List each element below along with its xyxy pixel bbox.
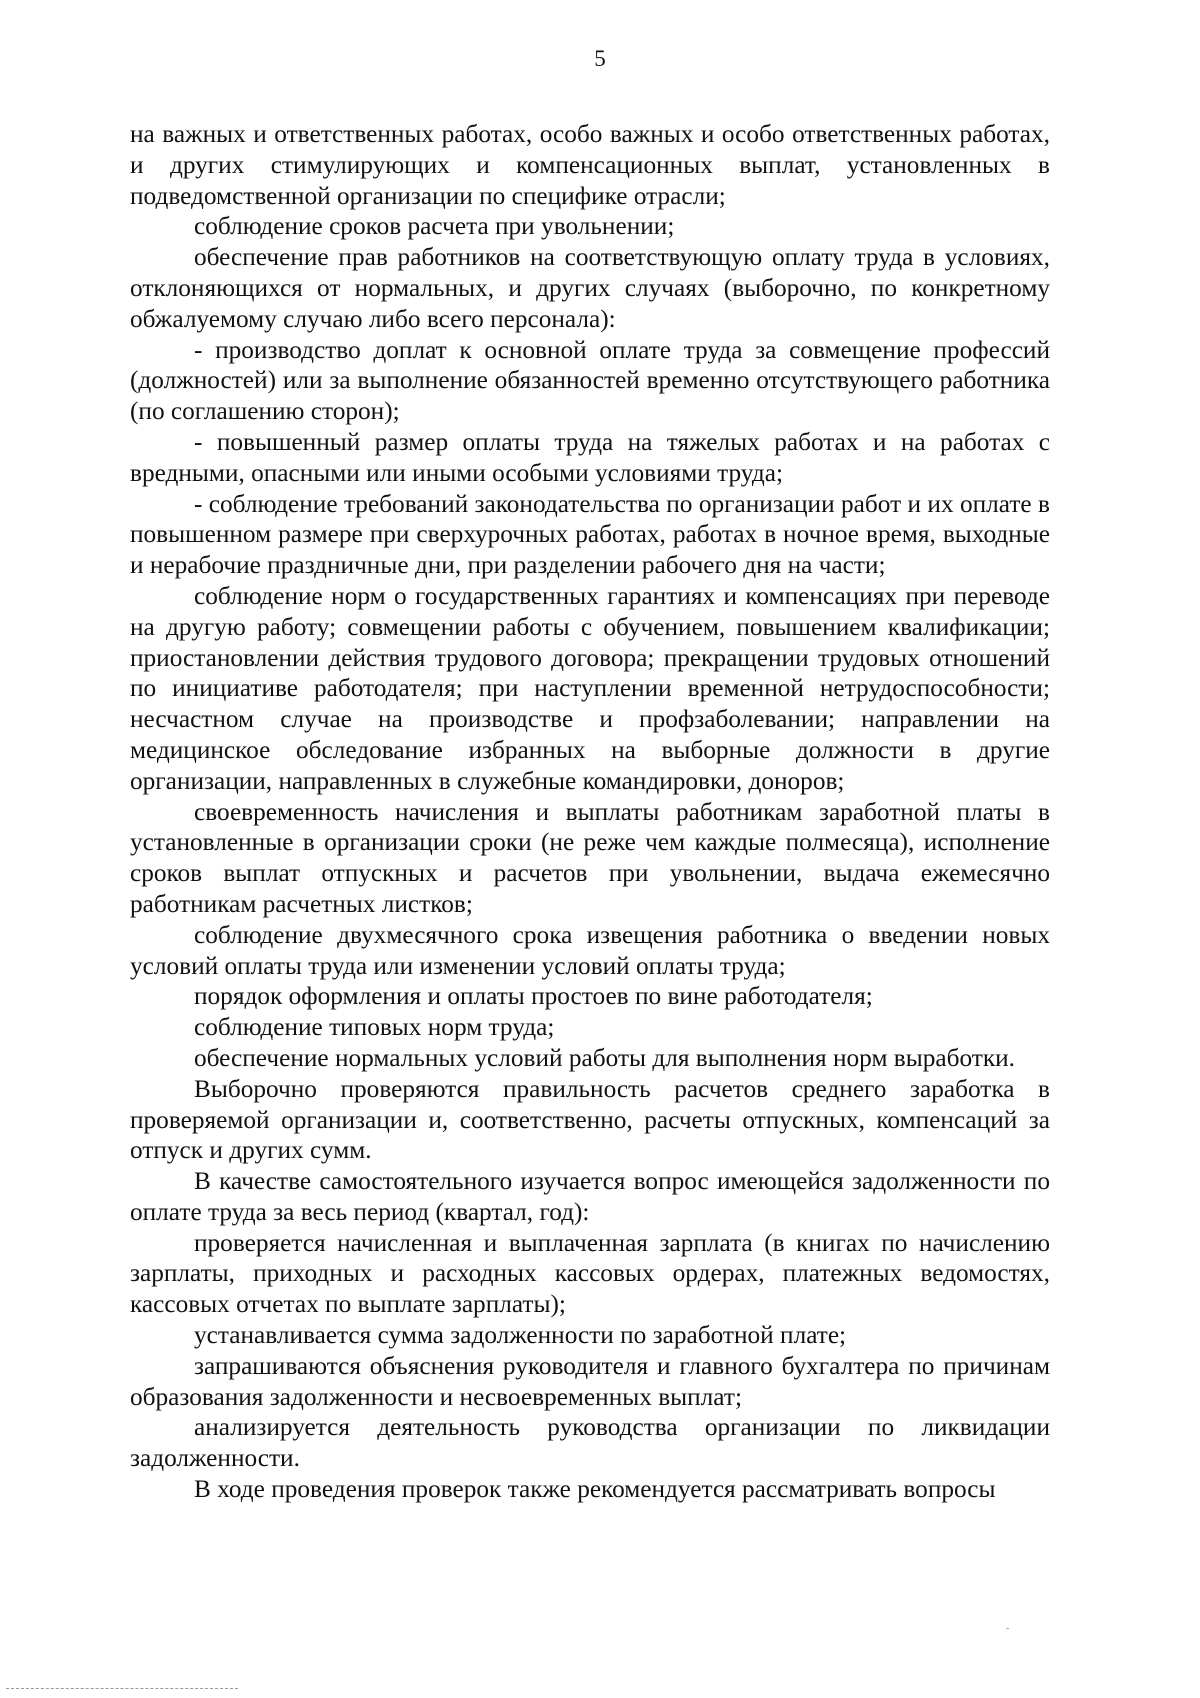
paragraph: - соблюдение требований законодательства по организации работ и их оплате в повышенном размере при сверхурочных работах, работах в ночное время, выходные и нерабочие праздничные дни, при разделении рабочего дня на части; bbox=[130, 489, 1050, 580]
paragraph: устанавливается сумма задолженности по заработной плате; bbox=[194, 1321, 847, 1350]
paragraph: обеспечение прав работников на соответствующую оплату труда в условиях, отклоняющихся от нормальных, и других случаях (выборочно, по конкретному обжалуемому случаю либо всего персонала): bbox=[130, 243, 1050, 333]
paragraph: обеспечение нормальных условий работы для выполнения норм выработки. bbox=[194, 1043, 1015, 1072]
paragraph: порядок оформления и оплаты простоев по вине работодателя; bbox=[194, 982, 873, 1011]
paragraph: В качестве самостоятельного изучается вопрос имеющейся задолженности по оплате труда за весь период (квартал, год): bbox=[130, 1167, 1050, 1226]
paragraph: на важных и ответственных работах, особо важных и особо ответственных работах, и других стимулирующих и компенсационных выплат, установленных в подведомственной организации по специфике отрасли; bbox=[130, 120, 1050, 210]
paragraph: Выборочно проверяются правильность расчетов среднего заработка в проверяемой организации и, соответственно, расчеты отпускных, компенсаций за отпуск и других сумм. bbox=[130, 1074, 1050, 1165]
paragraph: - производство доплат к основной оплате труда за совмещение профессий (должностей) или за выполнение обязанностей временно отсутствующего работника (по соглашению сторон); bbox=[130, 335, 1050, 426]
scan-speck bbox=[1006, 1628, 1009, 1629]
paragraph: соблюдение типовых норм труда; bbox=[194, 1013, 555, 1042]
paragraph: соблюдение норм о государственных гарантиях и компенсациях при переводе на другую работу; совмещении работы с обучением, повышением квалификации; приостановлении действия трудового договора; прекращении трудовых отношений по инициативе работодателя; при наступлении временной нетрудоспособности; несчастном случае на производстве и профзаболевании; направлении на медицинское обследование избранных на выборные должности в другие организации, направленных в служебные командировки, доноров; bbox=[130, 581, 1050, 795]
paragraph: анализируется деятельность руководства организации по ликвидации задолженности. bbox=[130, 1413, 1050, 1473]
paragraph: соблюдение сроков расчета при увольнении; bbox=[194, 212, 675, 241]
page-number: 5 bbox=[594, 46, 606, 71]
paragraph: - повышенный размер оплаты труда на тяжелых работах и на работах с вредными, опасными или иными особыми условиями труда; bbox=[130, 427, 1050, 487]
paragraph: запрашиваются объяснения руководителя и главного бухгалтера по причинам образования задолженности и несвоевременных выплат; bbox=[130, 1351, 1050, 1411]
paragraph: своевременность начисления и выплаты работникам заработной платы в установленные в организации сроки (не реже чем каждые полмесяца), исполнение сроков выплат отпускных и расчетов при увольнении, выдача ежемесячно работникам расчетных листков; bbox=[130, 797, 1050, 918]
paragraph: В ходе проведения проверок также рекомендуется рассматривать вопросы bbox=[194, 1475, 996, 1504]
body-text bbox=[130, 119, 1050, 1505]
paragraph: проверяется начисленная и выплаченная зарплата (в книгах по начислению зарплаты, приходных и расходных кассовых ордерах, платежных ведомостях, кассовых отчетах по выплате зарплаты); bbox=[130, 1228, 1050, 1319]
scan-edge-mark bbox=[6, 1688, 238, 1689]
paragraph: соблюдение двухмесячного срока извещения работника о введении новых условий оплаты труда или изменении условий оплаты труда; bbox=[130, 920, 1050, 980]
